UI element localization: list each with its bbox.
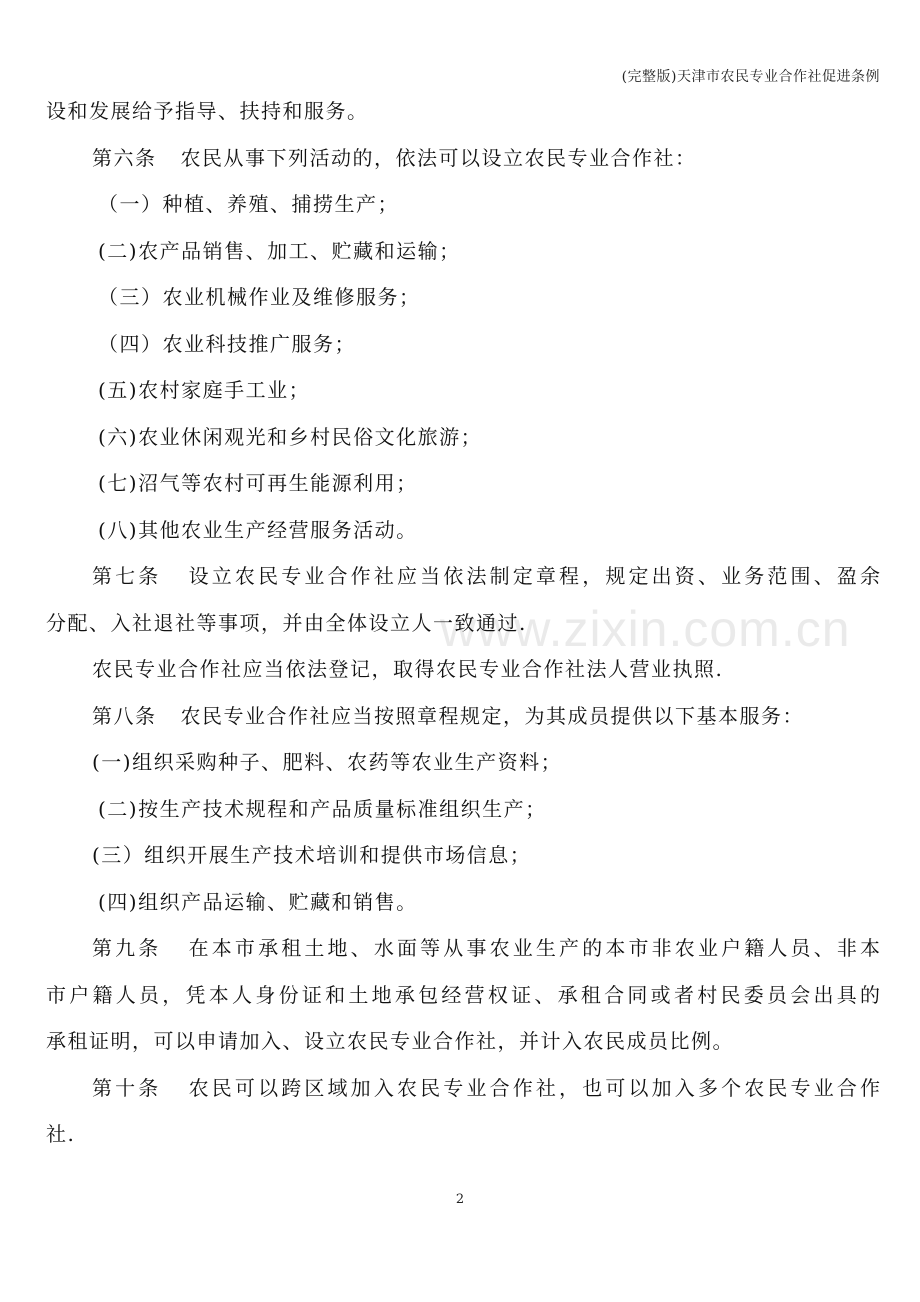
article-8-item-2: (二)按生产技术规程和产品质量标准组织生产； xyxy=(98,796,547,821)
article-8-text: 农民专业合作社应当按照章程规定，为其成员提供以下基本服务： xyxy=(180,703,804,728)
article-9-text-2: 市户籍人员，凭本人身份证和土地承包经营权证、承租合同或者村民委员会出具的 xyxy=(46,982,880,1007)
article-6-item-3: （三）农业机械作业及维修服务； xyxy=(98,285,421,309)
article-7-text-2: 分配、入社退社等事项，并由全体设立人一致通过. xyxy=(46,610,527,635)
document-body xyxy=(46,88,880,1158)
article-6-text: 农民从事下列活动的，依法可以设立农民专业合作社： xyxy=(180,145,697,170)
article-10-text-2: 社. xyxy=(46,1122,76,1146)
article-10-label: 第十条 xyxy=(92,1075,162,1100)
article-6-item-2: (二)农产品销售、加工、贮藏和运输； xyxy=(98,238,461,263)
article-7-text-1: 设立农民专业合作社应当依法制定章程，规定出资、业务范围、盈余 xyxy=(185,564,881,588)
article-9-heading xyxy=(46,925,880,972)
article-6-item-7: (七)沼气等农村可再生能源利用； xyxy=(98,471,418,495)
page-number: 2 xyxy=(455,1192,465,1207)
article-7-label: 第七条 xyxy=(92,564,162,588)
paragraph-line: 设和发展给予指导、扶持和服务。 xyxy=(46,99,369,123)
article-10-heading xyxy=(46,1065,880,1112)
article-9-text-1: 在本市承租土地、水面等从事农业生产的本市非农业户籍人员、非本 xyxy=(185,936,881,960)
article-10-text-1: 农民可以跨区域加入农民专业合作社，也可以加入多个农民专业合作 xyxy=(185,1075,881,1100)
article-6-item-4: （四）农业科技推广服务； xyxy=(98,331,356,356)
article-6-item-1: （一）种植、养殖、捕捞生产； xyxy=(98,192,399,216)
article-7-heading xyxy=(46,553,880,600)
article-6-item-8: (八)其他农业生产经营服务活动。 xyxy=(98,517,418,542)
article-8-item-4: (四)组织产品运输、贮藏和销售。 xyxy=(98,889,418,914)
article-7-paragraph-2: 农民专业合作社应当依法登记，取得农民专业合作社法人营业执照. xyxy=(92,657,724,681)
article-6-item-6: (六)农业休闲观光和乡村民俗文化旅游； xyxy=(98,424,483,449)
document-header-title: (完整版)天津市农民专业合作社促进条例 xyxy=(621,69,880,85)
article-6-label: 第六条 xyxy=(92,145,157,170)
article-8-item-3: (三）组织开展生产技术培训和提供市场信息； xyxy=(92,843,532,867)
article-8-heading xyxy=(46,693,880,740)
article-6-heading xyxy=(46,135,880,182)
article-6-item-5: (五)农村家庭手工业； xyxy=(98,378,311,402)
article-8-label: 第八条 xyxy=(92,703,157,728)
article-9-label: 第九条 xyxy=(92,936,162,960)
article-8-item-1: (一)组织采购种子、肥料、农药等农业生产资料； xyxy=(92,750,563,774)
article-9-text-3: 承租证明，可以申请加入、设立农民专业合作社，并计入农民成员比例。 xyxy=(46,1029,734,1053)
watermark-text: www.zixin.com.cn xyxy=(440,601,851,657)
